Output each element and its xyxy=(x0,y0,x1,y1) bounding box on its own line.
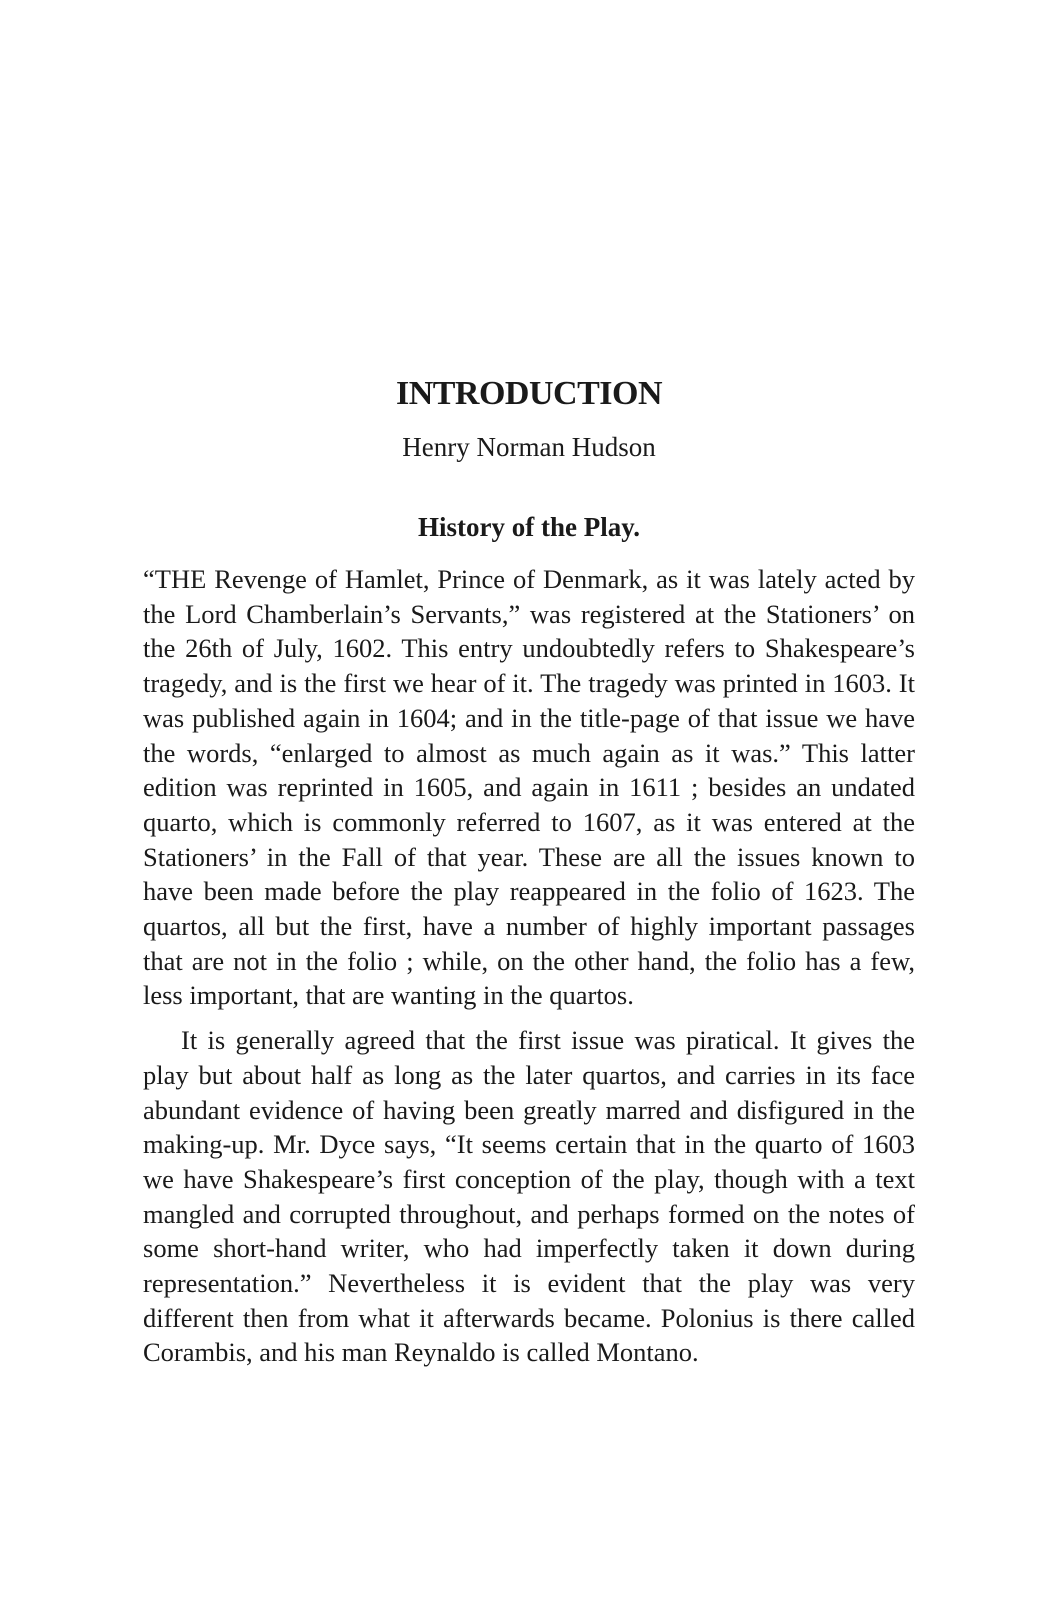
paragraph-1: “THE Revenge of Hamlet, Prince of Denmark, as it was lately acted by the Lord Chamberlain’s Servants,” was registered at the Stationers’ on the 26th of July, 1602. This entry undoubtedly refers to Shakespeare’s tragedy, and is the first we hear of it. The tragedy was printed in 1603. It was published again in 1604; and in the title-page of that issue we have the words, “enlarged to almost as much again as it was.” This latter edition was reprinted in 1605, and again in 1611 ; besides an undated quarto, which is commonly referred to 1607, as it was entered at the Stationers’ in the Fall of that year. These are all the issues known to have been made before the play reappeared in the folio of 1623. The quartos, all but the first, have a number of highly important passages that are not in the folio ; while, on the other hand, the folio has a few, less important, that are wanting in the quartos. xyxy=(143,564,915,1011)
author-name: Henry Norman Hudson xyxy=(402,432,656,462)
paragraph-2: It is generally agreed that the first issue was piratical. It gives the play but about half as long as the later quartos, and carries in its face abundant evidence of having been greatly marred and disfigured in the making-up. Mr. Dyce says, “It seems certain that in the quarto of 1603 we have Shakespeare’s first conception of the play, though with a text mangled and corrupted throughout, and perhaps formed on the notes of some short-hand writer, who had imperfectly taken it down during representation.” Nevertheless it is evident that the play was very different then from what it afterwards became. Polonius is there called Corambis, and his man Reynaldo is called Montano. xyxy=(143,1025,915,1368)
section-title: History of the Play. xyxy=(418,512,640,542)
book-page xyxy=(143,372,915,1370)
body-text xyxy=(143,562,915,1370)
chapter-title: INTRODUCTION xyxy=(395,375,663,412)
